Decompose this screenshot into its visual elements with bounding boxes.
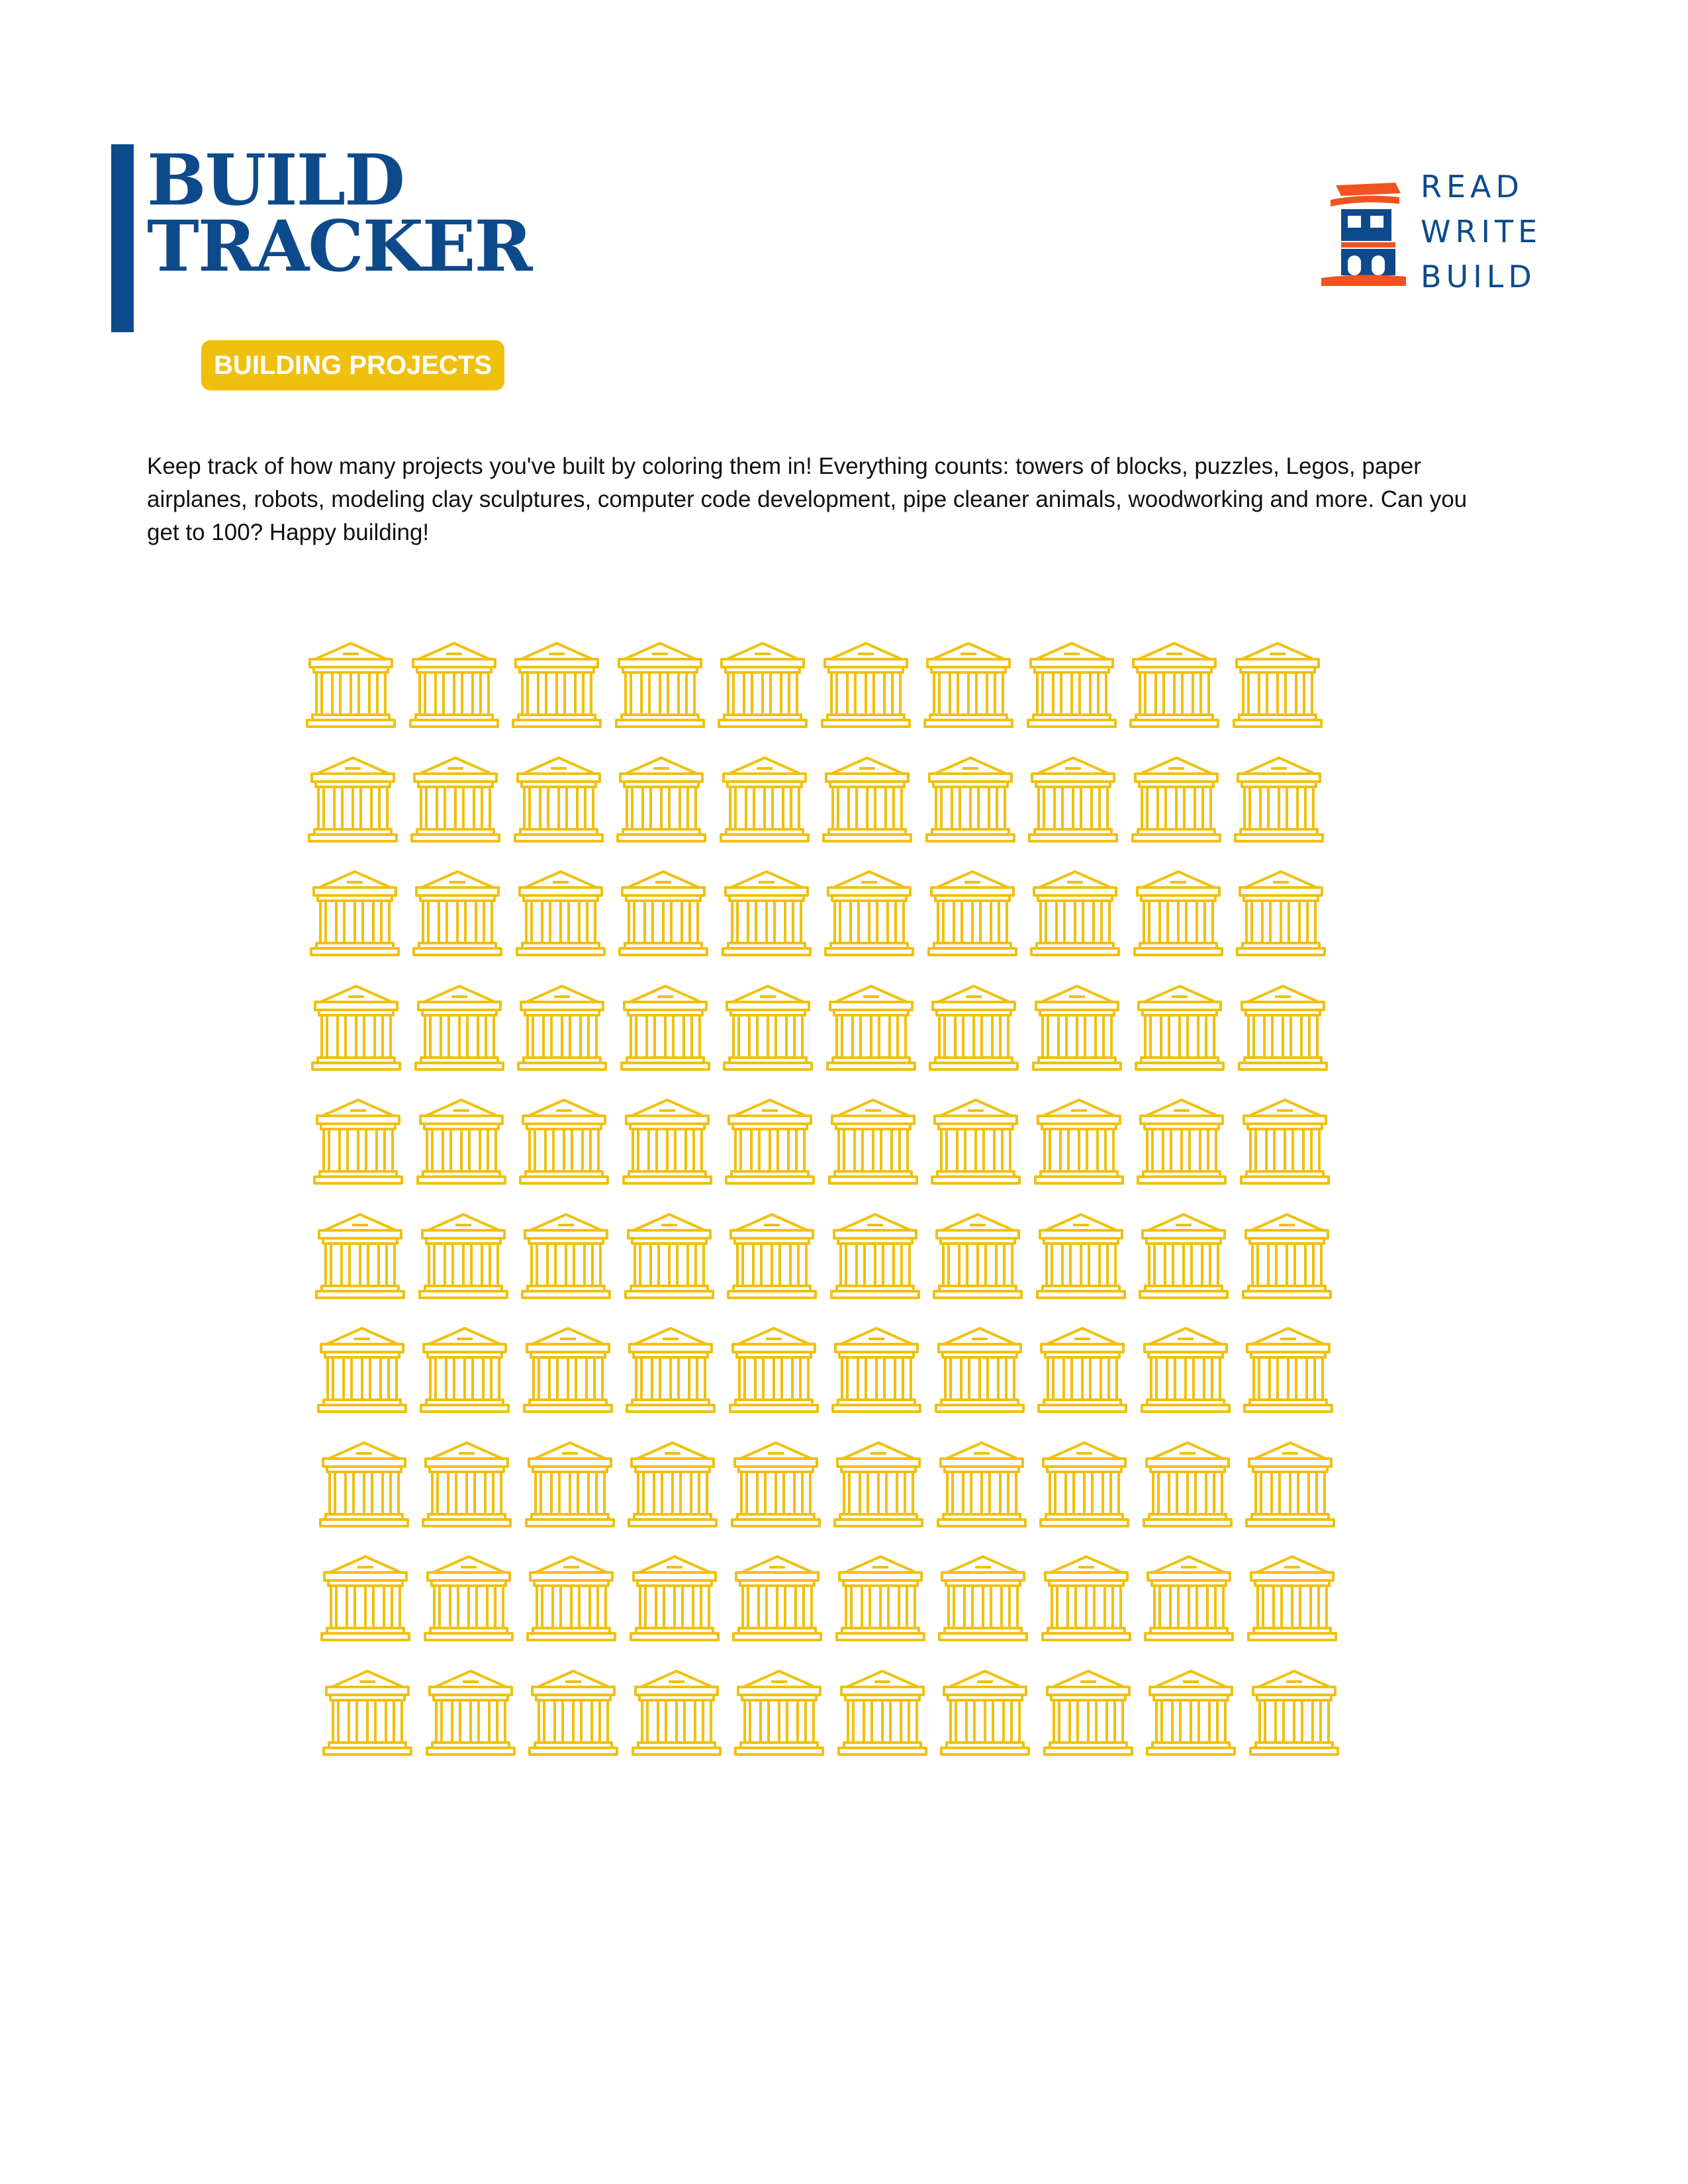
building-icon[interactable] (931, 1097, 1021, 1186)
building-icon[interactable] (1034, 1097, 1124, 1186)
building-icon[interactable] (1133, 869, 1223, 958)
building-icon[interactable] (519, 1097, 609, 1186)
building-icon[interactable] (1234, 755, 1324, 844)
building-icon[interactable] (837, 1668, 927, 1757)
building-icon[interactable] (319, 1440, 409, 1529)
building-icon[interactable] (1144, 1554, 1234, 1643)
building-icon[interactable] (1139, 1212, 1229, 1300)
building-icon[interactable] (615, 641, 705, 729)
building-icon[interactable] (729, 1326, 819, 1414)
building-icon[interactable] (833, 1440, 923, 1529)
building-icon[interactable] (424, 1554, 514, 1643)
building-icon[interactable] (624, 1212, 714, 1300)
building-icon[interactable] (514, 755, 604, 844)
building-icon[interactable] (322, 1668, 412, 1757)
building-icon[interactable] (940, 1668, 1030, 1757)
building-icon[interactable] (1247, 1554, 1337, 1643)
building-icon[interactable] (414, 983, 504, 1072)
building-icon[interactable] (927, 869, 1017, 958)
building-icon[interactable] (1240, 1097, 1330, 1186)
building-icon[interactable] (1243, 1326, 1333, 1414)
building-icon[interactable] (1043, 1668, 1133, 1757)
building-icon[interactable] (620, 983, 710, 1072)
building-icon[interactable] (725, 1097, 815, 1186)
building-icon[interactable] (1242, 1212, 1332, 1300)
building-icon[interactable] (308, 755, 398, 844)
building-icon[interactable] (826, 983, 916, 1072)
building-icon[interactable] (1032, 983, 1122, 1072)
building-icon[interactable] (828, 1097, 918, 1186)
building-icon[interactable] (723, 983, 813, 1072)
building-icon[interactable] (523, 1326, 613, 1414)
building-icon[interactable] (313, 1097, 403, 1186)
building-icon[interactable] (938, 1554, 1028, 1643)
building-icon[interactable] (1249, 1668, 1339, 1757)
building-icon[interactable] (722, 869, 812, 958)
building-icon[interactable] (822, 755, 912, 844)
building-icon[interactable] (732, 1554, 822, 1643)
building-icon[interactable] (1141, 1326, 1231, 1414)
logo-word-read: READ (1421, 169, 1524, 205)
building-icon[interactable] (835, 1554, 925, 1643)
building-icon[interactable] (830, 1212, 920, 1300)
building-icon[interactable] (1143, 1440, 1233, 1529)
intro-paragraph: Keep track of how many projects you've built by coloring them in! Everything counts: towers of blocks, puzzles, Legos, paper airplanes, robots, modeling clay sculptures, computer code development, pipe cleaner animals, woodworking and more. Can you get to 100? Happy building! (147, 453, 1468, 545)
building-icon[interactable] (1030, 869, 1120, 958)
building-icon[interactable] (426, 1668, 516, 1757)
building-icon[interactable] (320, 1554, 410, 1643)
building-icon[interactable] (734, 1668, 824, 1757)
building-icon[interactable] (937, 1440, 1027, 1529)
building-icon[interactable] (410, 755, 500, 844)
building-icon[interactable] (618, 869, 708, 958)
logo-word-write: WRITE (1421, 214, 1542, 250)
building-icon[interactable] (824, 869, 914, 958)
building-icon[interactable] (1039, 1440, 1129, 1529)
building-icon[interactable] (1146, 1668, 1236, 1757)
building-icon[interactable] (1028, 755, 1118, 844)
building-icon[interactable] (420, 1326, 510, 1414)
section-badge: BUILDING PROJECTS (201, 340, 504, 390)
building-icon[interactable] (821, 641, 911, 729)
building-icon[interactable] (632, 1668, 722, 1757)
building-icon[interactable] (526, 1554, 616, 1643)
building-icon[interactable] (1238, 983, 1328, 1072)
building-icon[interactable] (630, 1554, 720, 1643)
building-icon[interactable] (1129, 641, 1219, 729)
building-icon[interactable] (1041, 1554, 1131, 1643)
building-icon[interactable] (1245, 1440, 1335, 1529)
page-title-line-2: TRACKER (147, 205, 532, 287)
building-icon[interactable] (718, 641, 808, 729)
building-icon[interactable] (616, 755, 706, 844)
building-icon[interactable] (923, 641, 1013, 729)
building-icon[interactable] (517, 983, 607, 1072)
building-icon[interactable] (422, 1440, 512, 1529)
logo-word-build: BUILD (1421, 259, 1536, 295)
building-icon[interactable] (311, 983, 401, 1072)
building-icon[interactable] (1037, 1326, 1127, 1414)
building-icon[interactable] (929, 983, 1019, 1072)
building-icon[interactable] (418, 1212, 508, 1300)
building-icon[interactable] (731, 1440, 821, 1529)
building-icon[interactable] (626, 1326, 716, 1414)
building-icon[interactable] (521, 1212, 611, 1300)
page-title-line-1: BUILD (147, 138, 404, 221)
building-icon[interactable] (935, 1326, 1025, 1414)
building-icon[interactable] (1135, 983, 1225, 1072)
building-icon[interactable] (1036, 1212, 1126, 1300)
building-icon[interactable] (1027, 641, 1117, 729)
building-icon[interactable] (925, 755, 1015, 844)
building-icon[interactable] (1236, 869, 1326, 958)
building-icon[interactable] (831, 1326, 921, 1414)
building-icon[interactable] (317, 1326, 407, 1414)
building-icon[interactable] (516, 869, 606, 958)
building-icon[interactable] (409, 641, 499, 729)
building-icon[interactable] (1137, 1097, 1227, 1186)
building-icon[interactable] (720, 755, 810, 844)
building-icon[interactable] (416, 1097, 506, 1186)
building-icon[interactable] (1131, 755, 1221, 844)
building-icon[interactable] (933, 1212, 1023, 1300)
building-icon[interactable] (315, 1212, 405, 1300)
building-icon[interactable] (525, 1440, 615, 1529)
building-icon[interactable] (727, 1212, 817, 1300)
building-icon[interactable] (412, 869, 502, 958)
building-icon[interactable] (310, 869, 400, 958)
building-icon[interactable] (622, 1097, 712, 1186)
building-icon[interactable] (528, 1668, 618, 1757)
building-icon[interactable] (1233, 641, 1323, 729)
building-icon[interactable] (512, 641, 602, 729)
building-icon[interactable] (628, 1440, 718, 1529)
building-icon[interactable] (306, 641, 396, 729)
